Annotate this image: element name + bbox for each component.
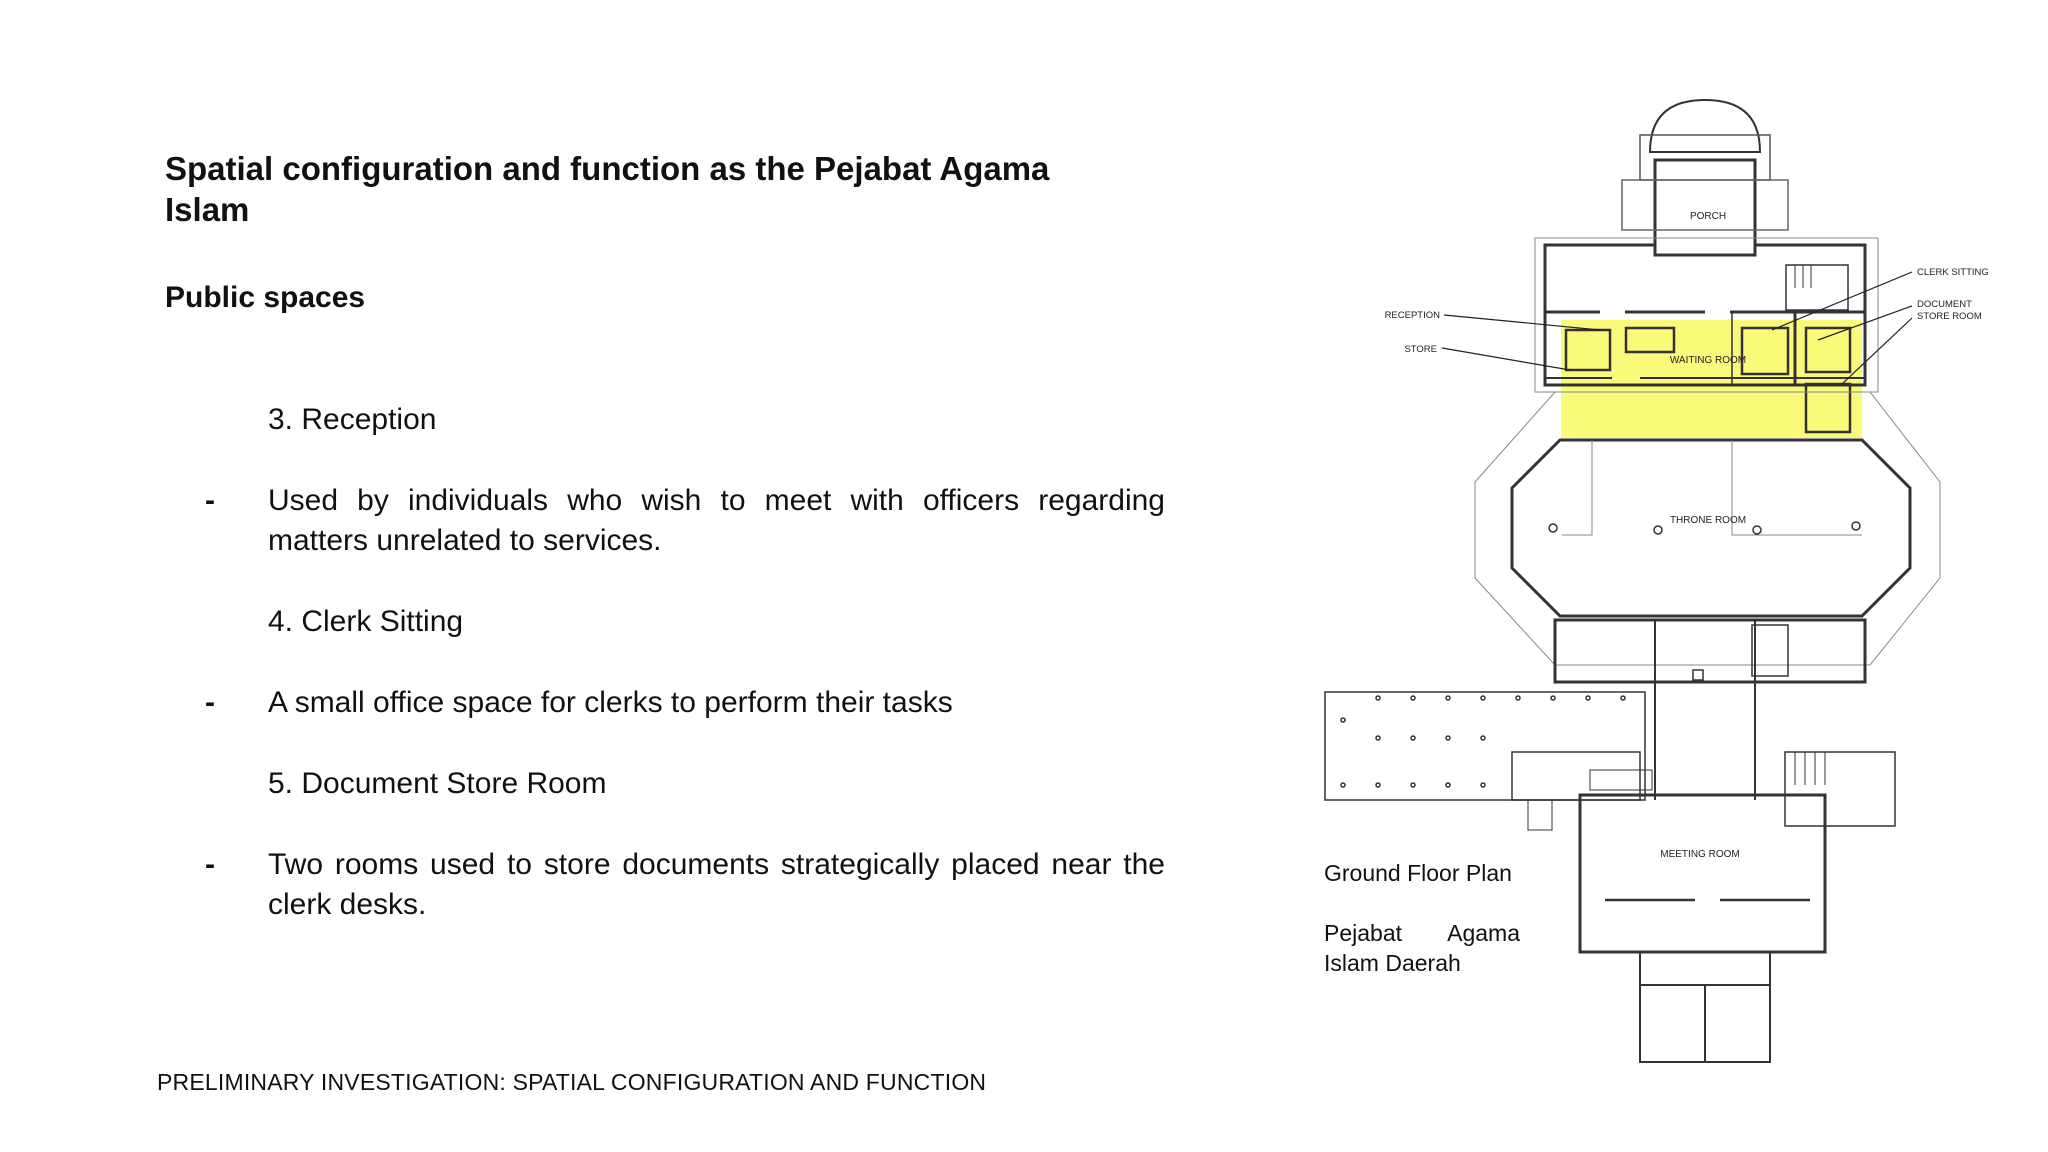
item-description-reception	[205, 481, 1165, 561]
items-list	[205, 400, 1165, 925]
label-meeting-room: MEETING ROOM	[1660, 849, 1740, 860]
callout-document-store-2: STORE ROOM	[1917, 311, 1982, 322]
bullet-marker: -	[205, 686, 215, 719]
plan-throne-room	[1512, 440, 1910, 616]
label-porch: PORCH	[1689, 211, 1727, 222]
plan-columns	[1341, 522, 1860, 787]
plan-left-wing-inner	[1512, 752, 1640, 800]
plan-meeting-room	[1580, 795, 1825, 952]
bullet-marker: -	[205, 848, 215, 881]
footer-text: PRELIMINARY INVESTIGATION: SPATIAL CONFIGURATION AND FUNCTION	[157, 1069, 987, 1095]
plan-porch-walls	[1655, 160, 1755, 255]
item-heading-document-store: 5. Document Store Room	[268, 767, 607, 800]
description-text: A small office space for clerks to perform their tasks	[268, 686, 953, 719]
callout-clerk-sitting: CLERK SITTING	[1917, 267, 1989, 278]
plan-right-stair	[1785, 752, 1895, 826]
description-text: Two rooms used to store documents strategically placed near the clerk desks.	[268, 848, 1165, 921]
slide-title: Spatial configuration and function as the Pejabat Agama Islam	[165, 150, 1050, 228]
callout-reception: RECEPTION	[1384, 310, 1440, 321]
plan-stair-mid	[1752, 625, 1788, 676]
item-description-clerk-sitting	[205, 683, 1165, 723]
plan-dome	[1650, 100, 1760, 152]
section-subtitle: Public spaces	[165, 281, 366, 314]
bullet-marker: -	[205, 484, 215, 517]
item-heading-clerk-sitting: 4. Clerk Sitting	[268, 605, 464, 638]
plan-corridor	[1555, 620, 1865, 682]
plan-caption-name: Pejabat Agama Islam Daerah	[1324, 920, 1520, 976]
plan-corridor-walls	[1655, 620, 1755, 800]
callout-store: STORE	[1404, 344, 1437, 355]
callout-document-store-1: DOCUMENT	[1917, 299, 1972, 310]
item-heading-reception: 3. Reception	[268, 403, 437, 436]
label-throne-room: THRONE ROOM	[1669, 515, 1747, 526]
ground-floor-plan	[1300, 95, 2000, 1070]
plan-porch-outer	[1622, 180, 1788, 230]
plan-entrance-frame	[1640, 135, 1770, 180]
description-text: Used by individuals who wish to meet with officers regarding matters unrelated to services.	[268, 484, 1165, 557]
plan-caption-title: Ground Floor Plan	[1324, 860, 1512, 886]
item-description-document-store	[205, 845, 1165, 925]
label-waiting-room: WAITING ROOM	[1669, 355, 1747, 366]
